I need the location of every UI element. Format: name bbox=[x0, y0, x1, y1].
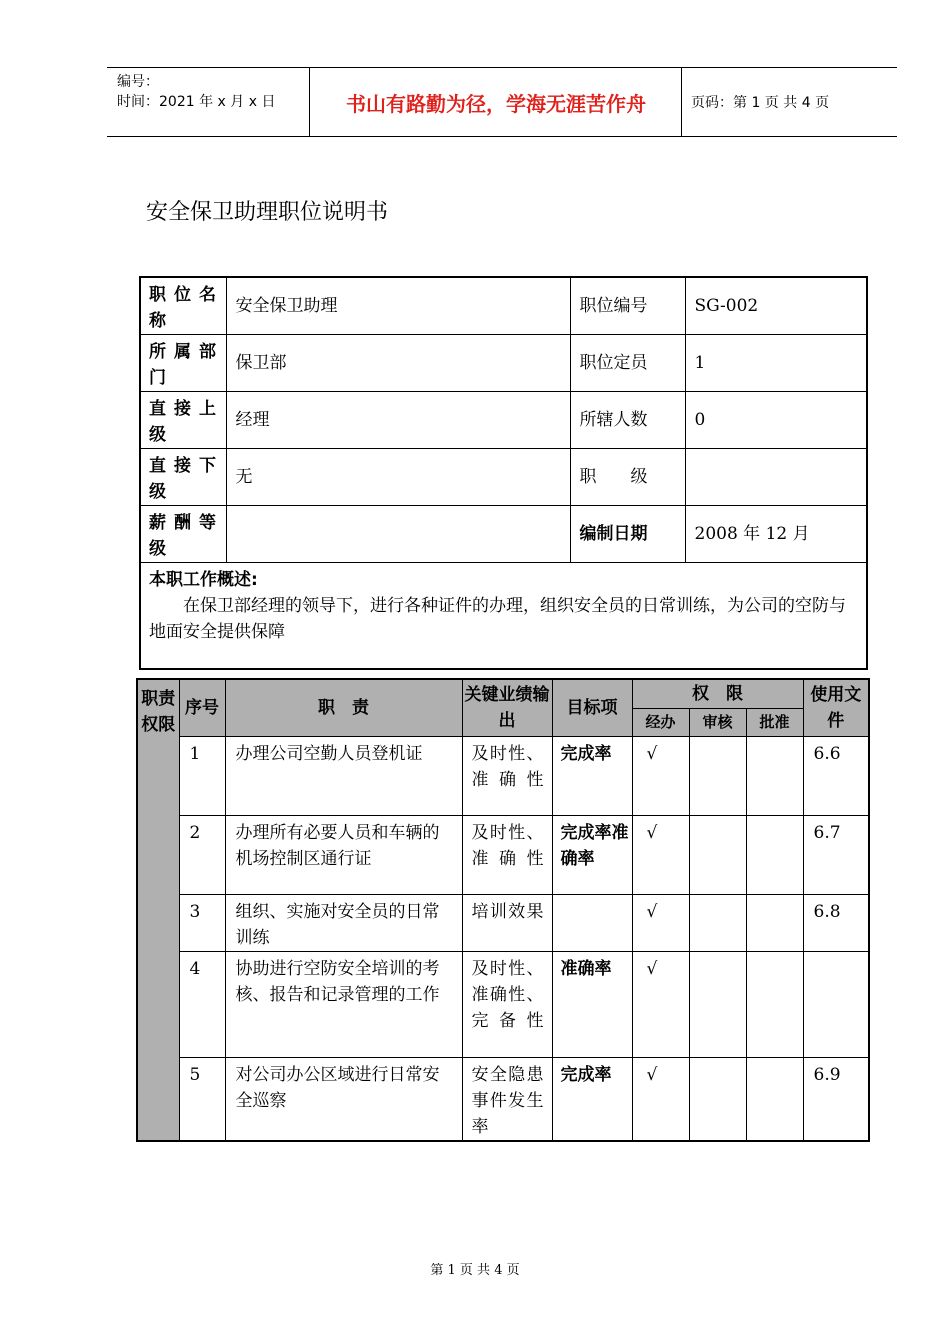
row-docs: 6.8 bbox=[803, 894, 869, 951]
row-target bbox=[552, 894, 632, 951]
header-no: 序号 bbox=[179, 679, 225, 736]
summary-row bbox=[140, 563, 867, 669]
row-duty: 协助进行空防安全培训的考核、报告和记录管理的工作 bbox=[225, 951, 462, 1057]
info-value-2: 0 bbox=[685, 392, 867, 449]
header-key-output: 关键业绩输出 bbox=[462, 679, 552, 736]
page-header bbox=[107, 67, 897, 137]
side-label: 职责权限 bbox=[137, 679, 179, 1141]
info-value bbox=[226, 506, 570, 563]
row-duty: 办理所有必要人员和车辆的机场控制区通行证 bbox=[225, 815, 462, 894]
page-number-label: 页码：第 1 页 共 4 页 bbox=[691, 95, 830, 111]
row-approve bbox=[746, 894, 803, 951]
row-review bbox=[689, 736, 746, 815]
table-row bbox=[137, 894, 869, 951]
row-handle: √ bbox=[632, 815, 689, 894]
info-label-2: 职 级 bbox=[570, 449, 685, 506]
position-info-table bbox=[139, 276, 868, 670]
row-review bbox=[689, 815, 746, 894]
info-value: 安全保卫助理 bbox=[226, 277, 570, 335]
row-review bbox=[689, 1057, 746, 1141]
motto: 书山有路勤为径，学海无涯苦作舟 bbox=[346, 91, 646, 116]
row-duty: 办理公司空勤人员登机证 bbox=[225, 736, 462, 815]
info-label-2: 职位编号 bbox=[570, 277, 685, 335]
row-target: 完成率 bbox=[552, 736, 632, 815]
document-title: 安全保卫助理职位说明书 bbox=[146, 200, 389, 225]
row-handle: √ bbox=[632, 736, 689, 815]
code-label: 编号： bbox=[117, 74, 159, 90]
row-approve bbox=[746, 951, 803, 1057]
row-handle: √ bbox=[632, 1057, 689, 1141]
row-no: 1 bbox=[179, 736, 225, 815]
row-handle: √ bbox=[632, 894, 689, 951]
info-label-2: 编制日期 bbox=[570, 506, 685, 563]
header-meta bbox=[117, 72, 275, 112]
header-duty: 职 责 bbox=[225, 679, 462, 736]
row-docs bbox=[803, 951, 869, 1057]
header-approve: 批准 bbox=[746, 708, 803, 736]
row-no: 3 bbox=[179, 894, 225, 951]
row-duty: 对公司办公区域进行日常安全巡察 bbox=[225, 1057, 462, 1141]
row-key-output: 及时性、准确性 bbox=[462, 815, 552, 894]
row-approve bbox=[746, 736, 803, 815]
row-docs: 6.6 bbox=[803, 736, 869, 815]
info-row bbox=[140, 335, 867, 392]
info-value-2: 1 bbox=[685, 335, 867, 392]
row-target: 完成率准确率 bbox=[552, 815, 632, 894]
info-value: 保卫部 bbox=[226, 335, 570, 392]
row-no: 4 bbox=[179, 951, 225, 1057]
table-header-row bbox=[137, 679, 869, 708]
header-docs: 使用文件 bbox=[803, 679, 869, 736]
header-review: 审核 bbox=[689, 708, 746, 736]
info-label: 薪酬等级 bbox=[140, 506, 226, 563]
row-key-output: 及时性、准确性 bbox=[462, 736, 552, 815]
header-divider bbox=[681, 68, 682, 136]
info-label: 直接上级 bbox=[140, 392, 226, 449]
row-review bbox=[689, 894, 746, 951]
info-row bbox=[140, 506, 867, 563]
info-row bbox=[140, 392, 867, 449]
info-row bbox=[140, 449, 867, 506]
info-label: 直接下级 bbox=[140, 449, 226, 506]
info-value: 经理 bbox=[226, 392, 570, 449]
header-authority: 权 限 bbox=[632, 679, 803, 708]
info-value-2 bbox=[685, 449, 867, 506]
time-label: 时间：2021 年 x 月 x 日 bbox=[117, 94, 276, 110]
row-key-output: 及时性、准确性、完备性 bbox=[462, 951, 552, 1057]
row-target: 准确率 bbox=[552, 951, 632, 1057]
row-approve bbox=[746, 1057, 803, 1141]
table-row bbox=[137, 815, 869, 894]
duties-table bbox=[136, 678, 870, 1142]
summary-body: 在保卫部经理的领导下，进行各种证件的办理，组织安全员的日常训练，为公司的空防与地面安全提供保障 bbox=[149, 596, 846, 642]
row-duty: 组织、实施对安全员的日常训练 bbox=[225, 894, 462, 951]
summary-title: 本职工作概述: bbox=[149, 570, 258, 590]
info-row bbox=[140, 277, 867, 335]
row-docs: 6.7 bbox=[803, 815, 869, 894]
row-review bbox=[689, 951, 746, 1057]
table-row bbox=[137, 736, 869, 815]
header-target: 目标项 bbox=[552, 679, 632, 736]
row-approve bbox=[746, 815, 803, 894]
row-key-output: 安全隐患事件发生率 bbox=[462, 1057, 552, 1141]
row-handle: √ bbox=[632, 951, 689, 1057]
info-value-2: SG-002 bbox=[685, 277, 867, 335]
header-handle: 经办 bbox=[632, 708, 689, 736]
info-label-2: 所辖人数 bbox=[570, 392, 685, 449]
page-footer: 第 1 页 共 4 页 bbox=[430, 1263, 520, 1278]
row-no: 2 bbox=[179, 815, 225, 894]
info-value-2: 2008 年 12 月 bbox=[685, 506, 867, 563]
table-row bbox=[137, 1057, 869, 1141]
row-no: 5 bbox=[179, 1057, 225, 1141]
info-label: 职位名称 bbox=[140, 277, 226, 335]
info-label: 所属部门 bbox=[140, 335, 226, 392]
row-key-output: 培训效果 bbox=[462, 894, 552, 951]
row-target: 完成率 bbox=[552, 1057, 632, 1141]
info-value: 无 bbox=[226, 449, 570, 506]
info-label-2: 职位定员 bbox=[570, 335, 685, 392]
table-row bbox=[137, 951, 869, 1057]
row-docs: 6.9 bbox=[803, 1057, 869, 1141]
job-summary bbox=[140, 563, 867, 669]
